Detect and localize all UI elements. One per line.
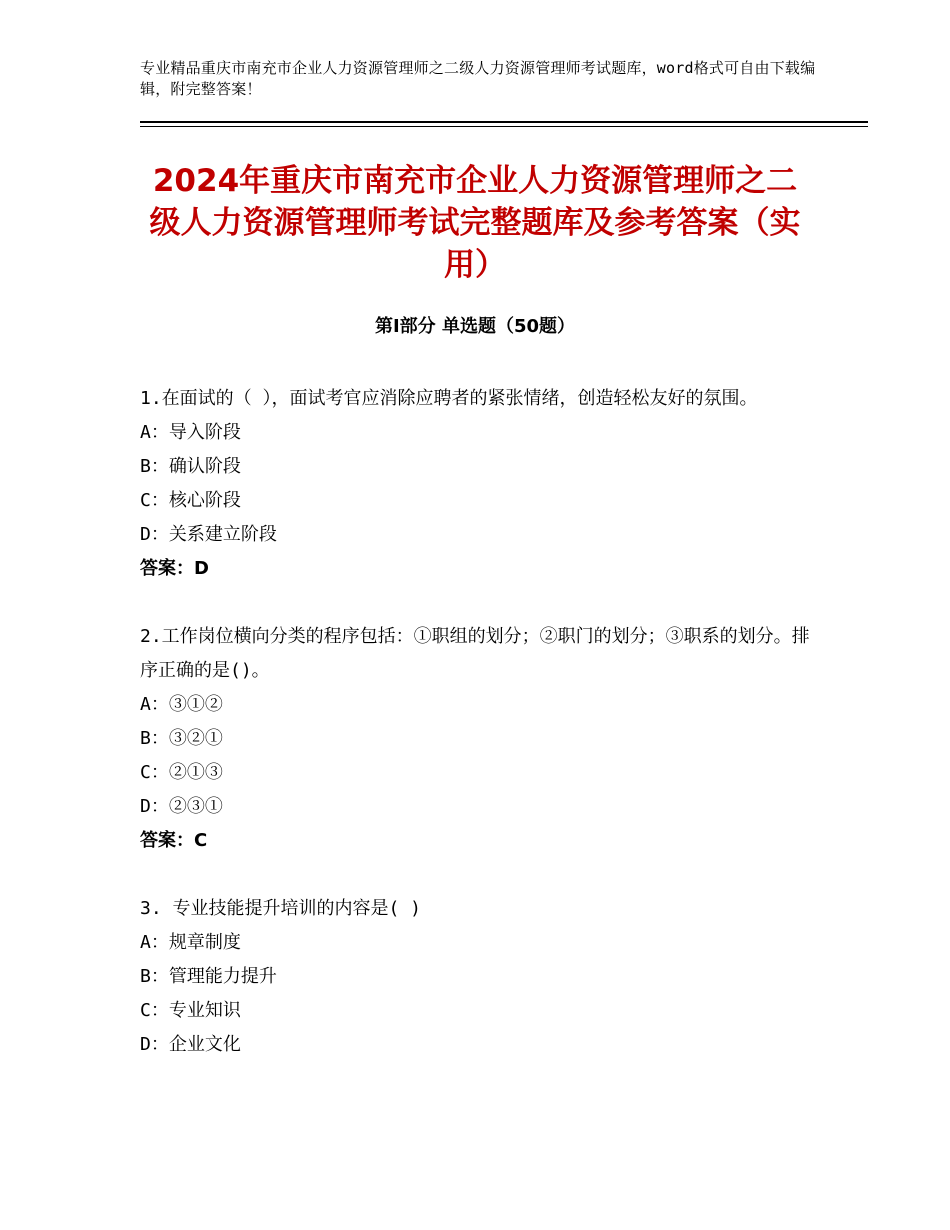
option-d: D：②③① bbox=[140, 796, 223, 817]
header-note: 专业精品重庆市南充市企业人力资源管理师之二级人力资源管理师考试题库，word格式可自由下载编辑，附完整答案！ bbox=[140, 59, 816, 98]
option-c: C：核心阶段 bbox=[140, 490, 241, 511]
answer: 答案：C bbox=[140, 830, 208, 851]
option-d: D：关系建立阶段 bbox=[140, 524, 277, 545]
option-d: D：企业文化 bbox=[140, 1034, 241, 1055]
document-title: 2024年重庆市南充市企业人力资源管理师之二级人力资源管理师考试完整题库及参考答案（实用） bbox=[149, 163, 801, 283]
header-divider-thick bbox=[140, 121, 868, 123]
option-a: A：规章制度 bbox=[140, 932, 241, 953]
option-b: B：管理能力提升 bbox=[140, 966, 277, 987]
question-list bbox=[140, 382, 810, 1096]
option-c: C：专业知识 bbox=[140, 1000, 241, 1021]
question-2 bbox=[140, 620, 810, 858]
header-divider-thin bbox=[140, 126, 868, 127]
option-a: A：导入阶段 bbox=[140, 422, 241, 443]
option-a: A：③①② bbox=[140, 694, 223, 715]
option-b: B：③②① bbox=[140, 728, 223, 749]
question-3 bbox=[140, 892, 810, 1062]
question-stem: 2.工作岗位横向分类的程序包括：①职组的划分；②职门的划分；③职系的划分。排序正确的是()。 bbox=[140, 626, 810, 681]
question-stem: 3. 专业技能提升培训的内容是( ) bbox=[140, 898, 422, 919]
section-title: 第Ⅰ部分 单选题（50题） bbox=[374, 316, 575, 337]
question-stem: 1.在面试的（ ），面试考官应消除应聘者的紧张情绪，创造轻松友好的氛围。 bbox=[140, 388, 758, 409]
question-1 bbox=[140, 382, 810, 586]
answer: 答案：D bbox=[140, 558, 209, 579]
option-c: C：②①③ bbox=[140, 762, 223, 783]
option-b: B：确认阶段 bbox=[140, 456, 241, 477]
